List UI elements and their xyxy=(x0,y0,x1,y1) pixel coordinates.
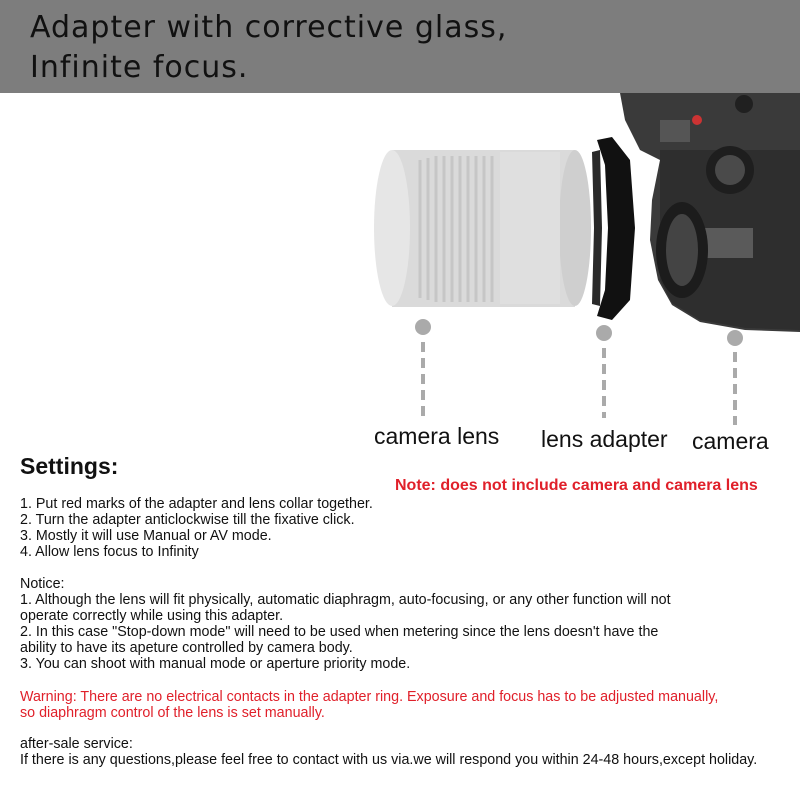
settings-step: 1. Put red marks of the adapter and lens collar together. xyxy=(20,496,373,512)
notice-line: operate correctly while using this adapter. xyxy=(20,608,284,624)
settings-step: 2. Turn the adapter anticlockwise till the fixative click. xyxy=(20,512,355,528)
header-title-line-2: Infinite focus. xyxy=(30,50,249,85)
settings-steps xyxy=(20,496,790,560)
warning-line: so diaphragm control of the lens is set manually. xyxy=(20,705,325,721)
exclusion-note: Note: does not include camera and camera lens xyxy=(395,477,758,494)
notice-heading: Notice: xyxy=(20,576,65,592)
camera-lens-image xyxy=(374,150,591,307)
warning-line: Warning: There are no electrical contacts in the adapter ring. Exposure and focus has to be adjusted manually, xyxy=(20,689,719,705)
header-title-line-1: Adapter with corrective glass, xyxy=(30,10,508,45)
camera-body-image xyxy=(620,93,800,332)
label-lens-adapter: lens adapter xyxy=(541,426,668,452)
after-sale-heading: after-sale service: xyxy=(20,736,133,752)
notice-block xyxy=(20,576,790,672)
lens-leader-line xyxy=(415,319,431,418)
notice-line: 3. You can shoot with manual mode or aperture priority mode. xyxy=(20,656,411,672)
after-sale-text: If there is any questions,please feel free to contact with us via.we will respond you within 24-48 hours,except holiday. xyxy=(20,752,758,768)
label-camera-lens: camera lens xyxy=(374,423,500,449)
after-sale-block xyxy=(20,736,790,768)
label-camera: camera xyxy=(692,428,769,454)
settings-step: 3. Mostly it will use Manual or AV mode. xyxy=(20,528,272,544)
settings-title: Settings: xyxy=(20,453,119,479)
notice-line: ability to have its apeture controlled by camera body. xyxy=(20,640,353,656)
notice-line: 1. Although the lens will fit physically, automatic diaphragm, auto-focusing, or any other function will not xyxy=(20,592,671,608)
settings-step: 4. Allow lens focus to Infinity xyxy=(20,544,199,560)
notice-line: 2. In this case "Stop-down mode" will need to be used when metering since the lens doesn't have the xyxy=(20,624,659,640)
camera-leader-line xyxy=(727,330,743,425)
lens-adapter-image xyxy=(592,137,635,320)
warning-block xyxy=(20,689,790,721)
adapter-leader-line xyxy=(596,325,612,418)
